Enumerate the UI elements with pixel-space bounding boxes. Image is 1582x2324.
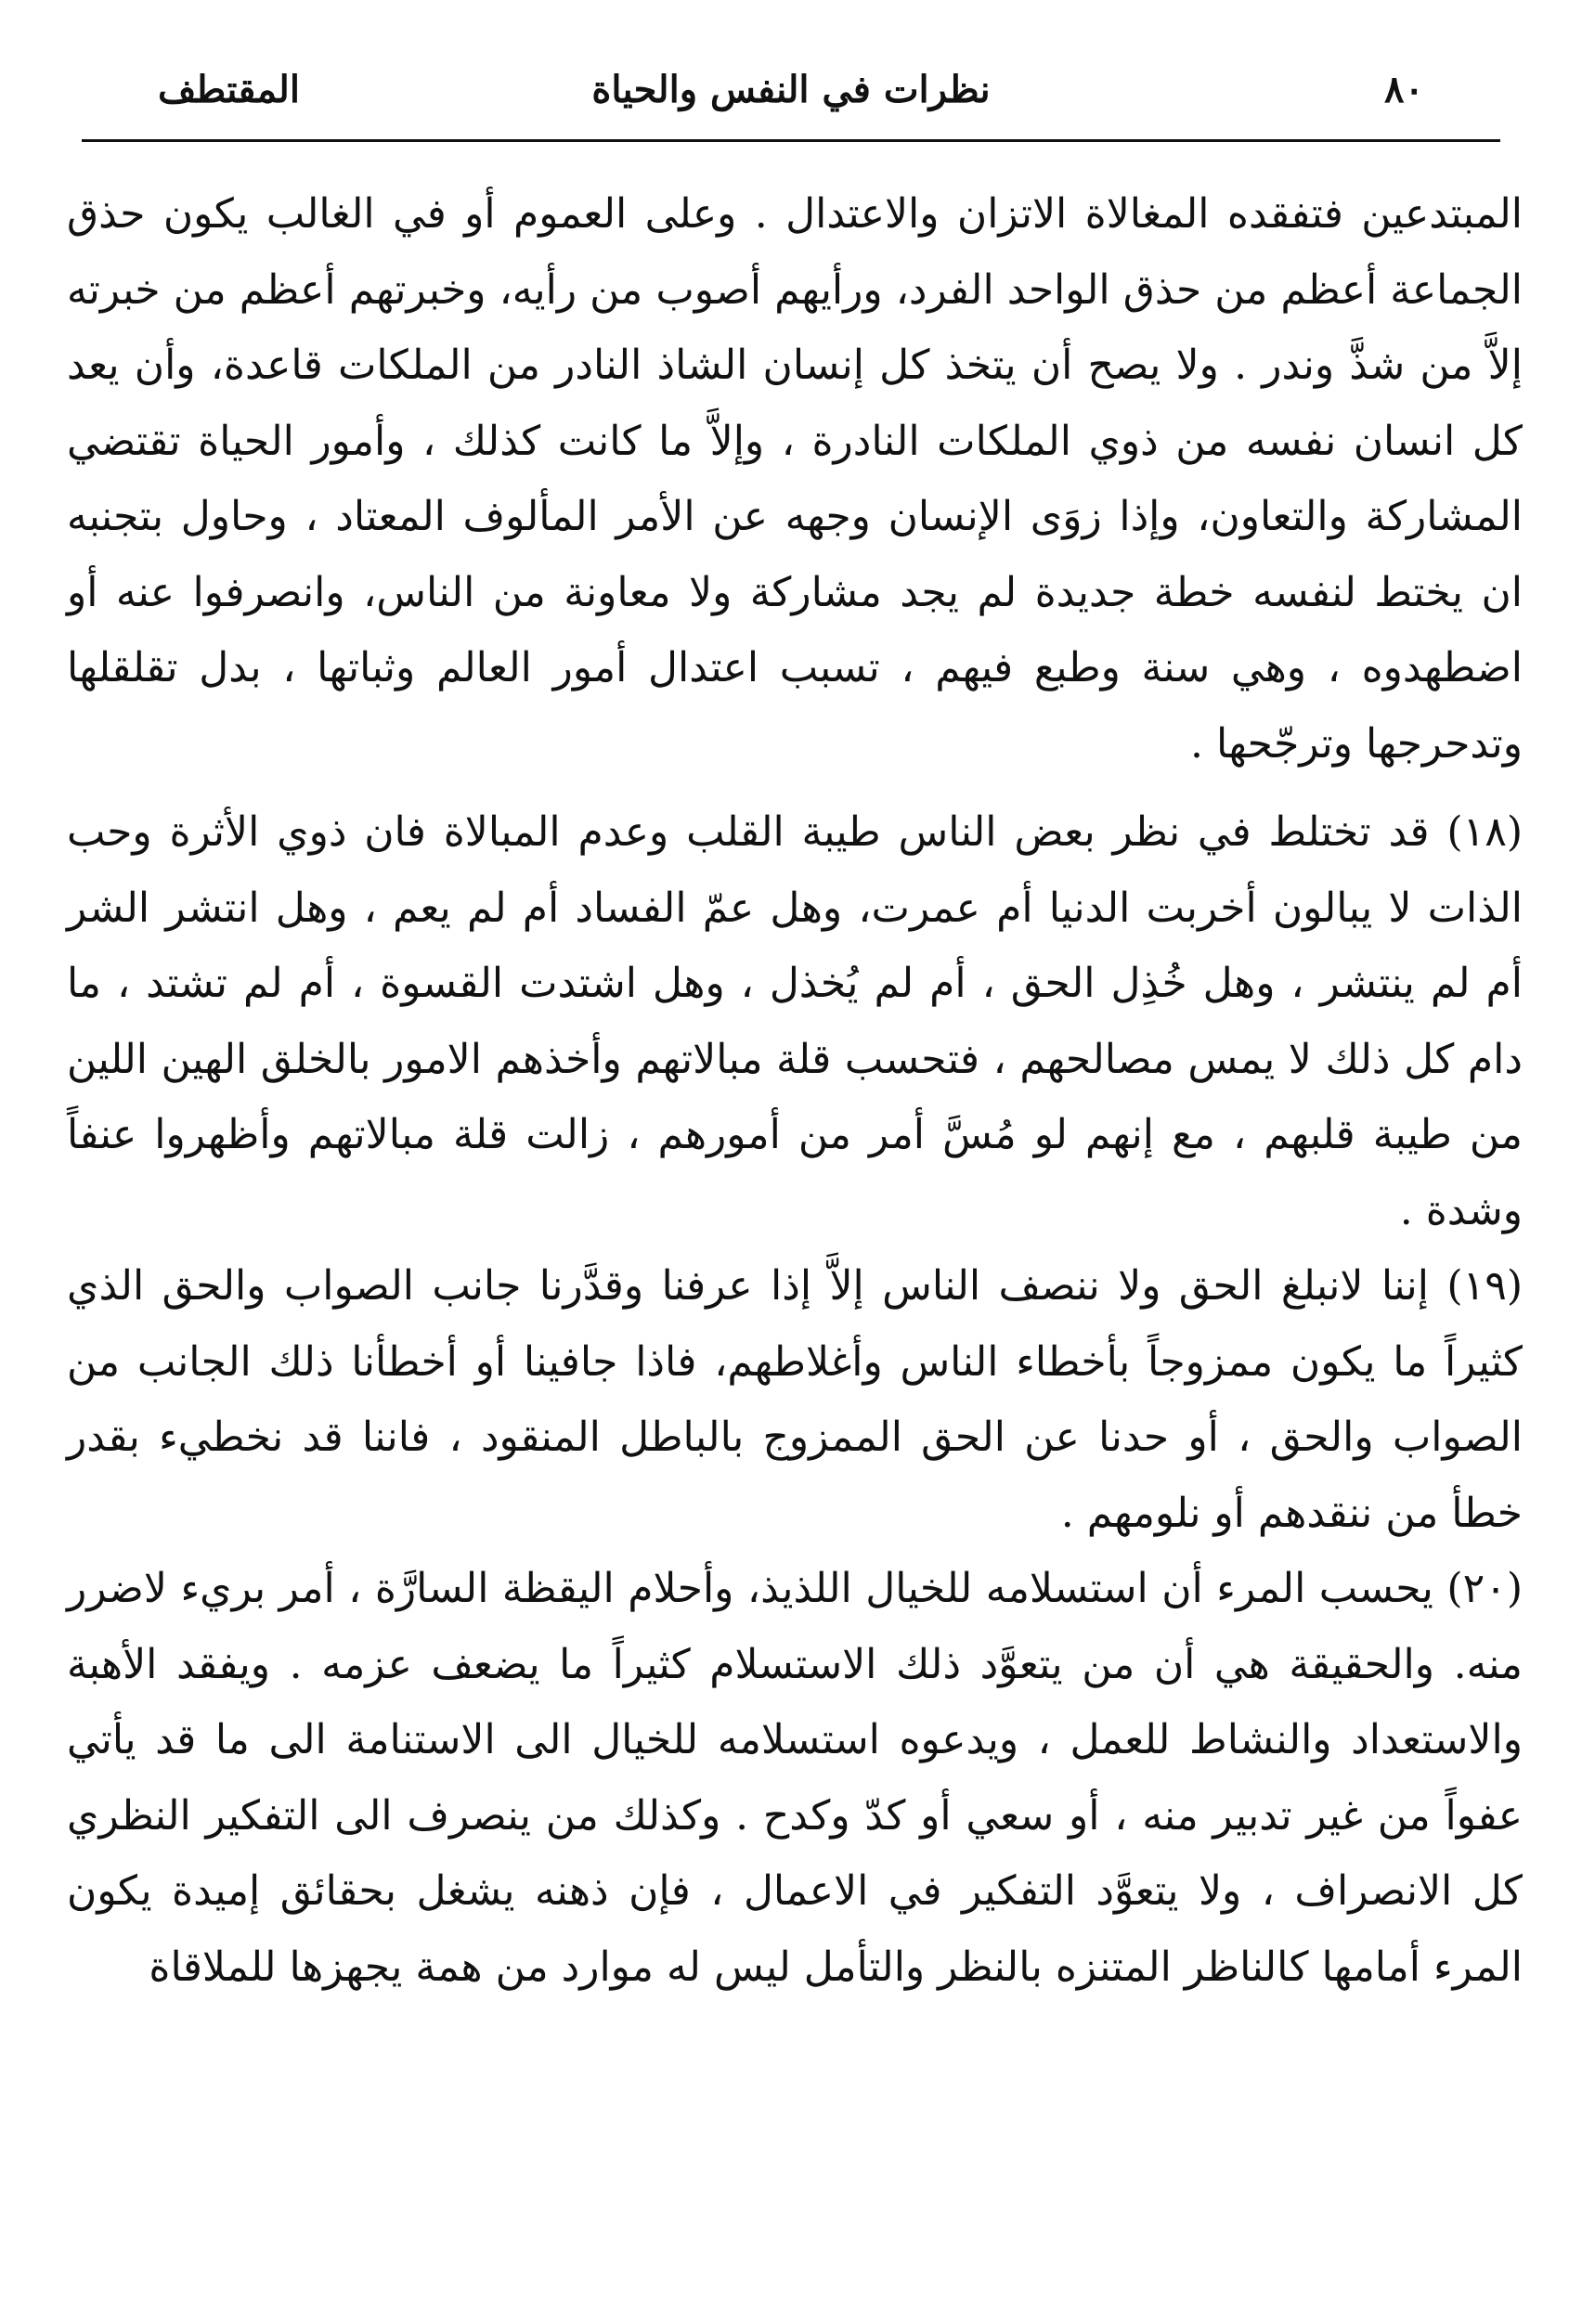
- paragraph-number: (١٨): [1446, 808, 1523, 856]
- paragraph-number: (٢٠): [1446, 1565, 1523, 1612]
- paragraph-text: إننا لانبلغ الحق ولا ننصف الناس إلاَّ إذا عرفنا وقدَّرنا جانب الصواب والحق الذي كثيراً ما يكون ممزوجاً بأخطاء الناس وأغلاطهم، فاذا جافينا أو أخطأنا ذلك الجانب من الصواب والحق ، أو حدنا عن الحق الممزوج بالباطل المنقود ، فاننا قد نخطيء بقدر خطأ من ننقدهم أو نلومهم .: [67, 1262, 1523, 1537]
- paragraph-continued: [67, 176, 1523, 781]
- paragraph-text: يحسب المرء أن استسلامه للخيال اللذيذ، وأحلام اليقظة السارَّة ، أمر بريء لاضرر منه. والحقيقة هي أن من يتعوَّد ذلك الاستسلام كثيراً ما يضعف عزمه . ويفقد الأهبة والاستعداد والنشاط للعمل ، ويدعوه استسلامه للخيال الى الاستنامة الى ما قد يأتي عفواً من غير تدبير منه ، أو سعي أو كدّ وكدح . وكذلك من ينصرف الى التفكير النظري كل الانصراف ، ولا يتعوَّد التفكير في الاعمال ، فإن ذهنه يشغل بحقائق إميدة يكون المرء أمامها كالناظر المتنزه بالنظر والتأمل ليس له موارد من همة يجهزها للملاقاة: [67, 1565, 1523, 1991]
- journal-name: المقتطف: [158, 68, 300, 111]
- body-text: [67, 176, 1523, 2005]
- header-rule: [82, 139, 1500, 142]
- paragraph-text: قد تختلط في نظر بعض الناس طيبة القلب وعدم المبالاة فان ذوي الأثرة وحب الذات لا يبالون أخربت الدنيا أم عمرت، وهل عمّ الفساد أم لم يعم ، وهل انتشر الشر أم لم ينتشر ، وهل خُذِل الحق ، أم لم يُخذل ، وهل اشتدت القسوة ، أم لم تشتد ، ما دام كل ذلك لا يمس مصالحهم ، فتحسب قلة مبالاتهم وأخذهم الامور بالخلق الهين اللين من طيبة قلبهم ، مع إنهم لو مُسَّ أمر من أمورهم ، زالت قلة مبالاتهم وأظهروا عنفاً وشدة .: [67, 808, 1523, 1234]
- paragraph-18: [67, 794, 1523, 1248]
- paragraph-text: المبتدعين فتفقده المغالاة الاتزان والاعتدال . وعلى العموم أو في الغالب يكون حذق الجماعة أعظم من حذق الواحد الفرد، ورأيهم أصوب من رأيه، وخبرتهم أعظم من خبرته إلاَّ من شذَّ وندر . ولا يصح أن يتخذ كل إنسان الشاذ النادر من الملكات قاعدة، وأن يعد كل انسان نفسه من ذوي الملكات النادرة ، وإلاَّ ما كانت كذلك ، وأمور الحياة تقتضي المشاركة والتعاون، وإذا زوَى الإنسان وجهه عن الأمر المألوف المعتاد ، وحاول بتجنبه ان يختط لنفسه خطة جديدة لم يجد مشاركة ولا معاونة من الناس، وانصرفوا عنه أو اضطهدوه ، وهي سنة وطبع فيهم ، تسبب اعتدال أمور العالم وثباتها ، بدل تقلقلها وتدحرجها وترجّحها .: [67, 190, 1523, 768]
- paragraph-number: (١٩): [1446, 1262, 1523, 1310]
- running-header: [139, 58, 1443, 123]
- page-number: ٨٠: [1384, 68, 1424, 111]
- paragraph-20: [67, 1551, 1523, 2005]
- paragraph-19: [67, 1248, 1523, 1551]
- article-title: نظرات في النفس والحياة: [591, 68, 991, 111]
